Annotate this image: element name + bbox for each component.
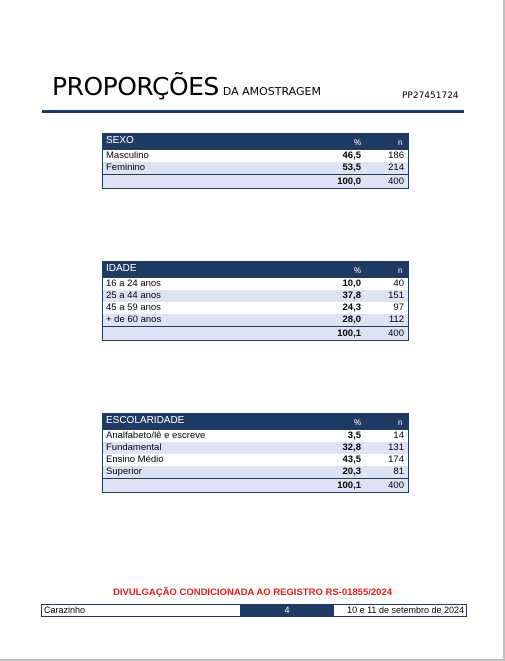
row-label: + de 60 anos bbox=[106, 314, 162, 325]
row-percent: 3,5 bbox=[347, 430, 361, 441]
column-header-percent: % bbox=[354, 266, 362, 275]
table-row bbox=[102, 466, 409, 478]
table-row bbox=[102, 290, 409, 302]
table-row bbox=[102, 454, 409, 466]
column-header-n: n bbox=[398, 266, 403, 275]
row-count: 131 bbox=[388, 442, 404, 453]
table-row bbox=[102, 430, 409, 442]
row-label: 25 a 44 anos bbox=[106, 290, 161, 301]
table-header bbox=[102, 133, 409, 150]
row-label: Superior bbox=[106, 466, 142, 477]
page-footer bbox=[41, 604, 467, 617]
row-label: Feminino bbox=[106, 162, 146, 173]
registration-disclaimer: DIVULGAÇÃO CONDICIONADA AO REGISTRO RS-01855/2024 bbox=[112, 587, 393, 598]
total-percent: 100,1 bbox=[337, 328, 361, 339]
row-count: 214 bbox=[388, 162, 404, 173]
column-header-percent: % bbox=[354, 418, 362, 427]
total-count: 400 bbox=[388, 480, 404, 491]
row-percent: 43,5 bbox=[342, 454, 361, 465]
row-count: 40 bbox=[393, 278, 404, 289]
table-row bbox=[102, 150, 409, 162]
table-total-row bbox=[102, 326, 409, 341]
page-title bbox=[52, 72, 321, 101]
total-percent: 100,1 bbox=[337, 480, 361, 491]
row-percent: 24,3 bbox=[342, 302, 361, 313]
table-row bbox=[102, 442, 409, 454]
footer-date: 10 e 11 de setembro de 2024 bbox=[347, 605, 464, 615]
total-count: 400 bbox=[388, 176, 404, 187]
row-label: Analfabeto/lê e escreve bbox=[106, 430, 206, 441]
total-percent: 100,0 bbox=[337, 176, 361, 187]
row-count: 112 bbox=[388, 314, 404, 325]
row-percent: 32,8 bbox=[342, 442, 361, 453]
table-total-row bbox=[102, 174, 409, 189]
row-count: 81 bbox=[393, 466, 404, 477]
row-percent: 10,0 bbox=[342, 278, 361, 289]
row-count: 14 bbox=[393, 430, 404, 441]
page-title-main: PROPORÇÕES bbox=[52, 72, 219, 101]
row-percent: 53,5 bbox=[342, 162, 361, 173]
table-title: IDADE bbox=[106, 263, 137, 274]
table-idade bbox=[102, 261, 409, 341]
row-label: Fundamental bbox=[106, 442, 162, 453]
table-row bbox=[102, 302, 409, 314]
row-percent: 46,5 bbox=[342, 150, 361, 161]
footer-city: Carazinho bbox=[44, 605, 86, 615]
survey-code: PP27451724 bbox=[402, 91, 459, 101]
table-total-row bbox=[102, 478, 409, 493]
row-label: Ensino Médio bbox=[106, 454, 164, 465]
row-count: 97 bbox=[393, 302, 404, 313]
row-count: 174 bbox=[388, 454, 404, 465]
row-count: 151 bbox=[388, 290, 404, 301]
table-row bbox=[102, 162, 409, 174]
table-row bbox=[102, 314, 409, 326]
table-escolaridade bbox=[102, 413, 409, 493]
table-title: ESCOLARIDADE bbox=[106, 415, 185, 426]
row-label: Masculino bbox=[106, 150, 149, 161]
total-count: 400 bbox=[388, 328, 404, 339]
row-label: 16 a 24 anos bbox=[106, 278, 161, 289]
table-header bbox=[102, 413, 409, 430]
row-label: 45 a 59 anos bbox=[106, 302, 161, 313]
column-header-n: n bbox=[398, 418, 403, 427]
page-title-sub: DA AMOSTRAGEM bbox=[222, 85, 321, 98]
title-divider bbox=[42, 110, 464, 113]
row-percent: 20,3 bbox=[342, 466, 361, 477]
row-count: 186 bbox=[388, 150, 404, 161]
table-header bbox=[102, 261, 409, 278]
column-header-percent: % bbox=[354, 138, 362, 147]
table-row bbox=[102, 278, 409, 290]
row-percent: 28,0 bbox=[342, 314, 361, 325]
table-sexo bbox=[102, 133, 409, 189]
footer-page-number: 4 bbox=[240, 605, 334, 616]
row-percent: 37,8 bbox=[342, 290, 361, 301]
table-title: SEXO bbox=[106, 135, 134, 146]
column-header-n: n bbox=[398, 138, 403, 147]
